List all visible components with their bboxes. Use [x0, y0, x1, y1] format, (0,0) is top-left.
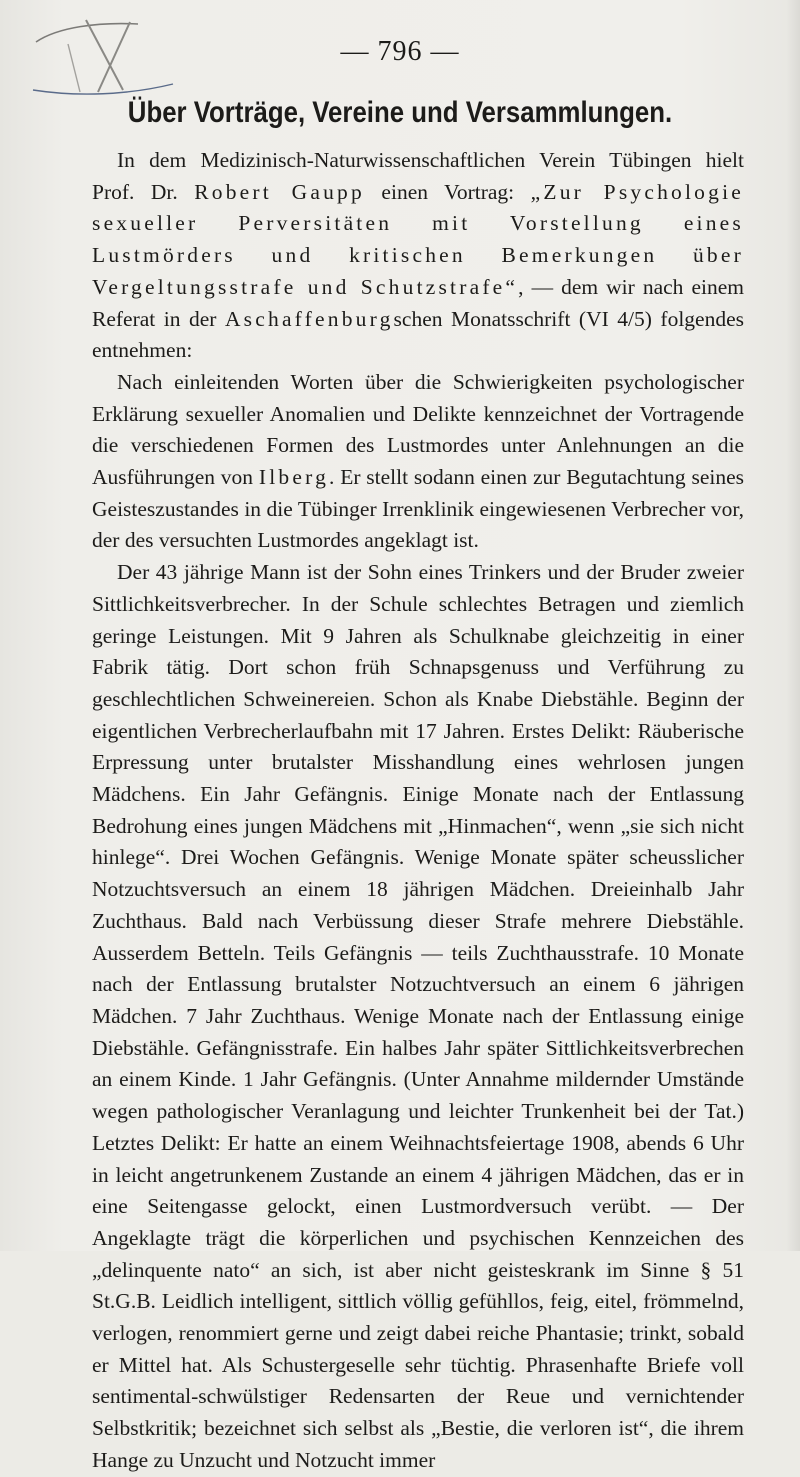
speaker-name: Robert Gaupp [194, 179, 365, 204]
lecture-title: „Zur Psychologie sexueller Perversitäten mit Vorstellung eines Lustmörders und kritischen Bemerkungen über Vergeltungsstrafe und Schutzstrafe“ [92, 179, 744, 299]
paragraph-1 [92, 145, 744, 367]
paragraph-2 [92, 367, 744, 557]
p1-text-a: In dem Medizinisch-Naturwissenschaftlichen Verein Tübingen hielt Prof. Dr. [92, 148, 744, 204]
article-title: Über Vorträge, Vereine und Versammlungen. [127, 96, 673, 129]
p1-text-c: einen Vortrag: [364, 179, 531, 204]
p1-text-g: schen Monatsschrift (VI 4/5) folgendes entnehmen: [92, 306, 744, 363]
p2-text-a: Nach einleitenden Worten über die Schwierigkeiten psychologischer Erklärung sexueller Anomalien und Delikte kennzeichnet der Vortragende die verschiedenen Formen des Lustmordes unter Anlehnungen an die Ausführungen von [92, 369, 744, 490]
journal-editor-name: Aschaffenburg [224, 306, 394, 331]
p2-text-c: . Er stellt sodann einen zur Begutachtung seines Geisteszustandes in die Tübinger Irrenklinik eingewiesenen Verbrecher vor, der des versuchten Lustmordes angeklagt ist. [92, 465, 744, 553]
cited-author-name: Ilberg [258, 465, 330, 490]
paragraph-3: Der 43 jährige Mann ist der Sohn eines Trinkers und der Bruder zweier Sittlichkeitsverbrecher. In der Schule schlechtes Betragen und ziemlich geringe Leistungen. Mit 9 Jahren als Schulknabe gleichzeitig in einer Fabrik tätig. Dort schon früh Schnapsgenuss und Verführung zu geschlechtlichen Schweinereien. Schon als Knabe Diebstähle. Beginn der eigentlichen Verbrecherlaufbahn mit 17 Jahren. Erstes Delikt: Räuberische Erpressung unter brutalster Misshandlung eines wehrlosen jungen Mädchens. Ein Jahr Gefängnis. Einige Monate nach der Entlassung Bedrohung eines jungen Mädchens mit „Hinmachen“, wenn „sie sich nicht hinlege“. Drei Wochen Gefängnis. Wenige Monate später scheusslicher Notzuchtsversuch an einem 18 jährigen Mädchen. Dreieinhalb Jahr Zuchthaus. Bald nach Verbüssung dieser Strafe mehrere Diebstähle. Ausserdem Betteln. Teils Gefängnis — teils Zuchthausstrafe. 10 Monate nach der Entlassung brutalster Notzuchtversuch an einem 6 jährigen Mädchen. 7 Jahr Zuchthaus. Wenige Monate nach der Entlassung einige Diebstähle. Gefängnisstrafe. Ein halbes Jahr später Sittlichkeitsverbrechen an einem Kinde. 1 Jahr Gefängnis. (Unter Annahme mildernder Umstände wegen pathologischer Veranlagung und leichter Trunkenheit bei der Tat.) Letztes Delikt: Er hatte an einem Weihnachtsfeiertage 1908, abends 6 Uhr in leicht angetrunkenem Zustande an einem 4 jährigen Mädchen, das er in eine Seitengasse gelockt, einen Lustmordversuch verübt. — Der Angeklagte trägt die körperlichen und psychischen Kennzeichen des „delinquente nato“ an sich, ist aber nicht geisteskrank im Sinne § 51 St.G.B. Leidlich intelligent, sittlich völlig gefühllos, feig, eitel, frömmelnd, verlogen, renommiert gerne und zeigt dabei reiche Phantasie; trinkt, sobald er Mittel hat. Als Schustergeselle sehr tüchtig. Phrasenhafte Briefe voll sentimental-schwülstiger Redensarten der Reue und vernichtender Selbstkritik; bezeichnet sich selbst als „Bestie, die verloren ist“, die ihrem Hange zu Unzucht und Notzucht immer [92, 560, 744, 1472]
p1-text-e: , — dem wir nach einem Referat in der [92, 274, 744, 331]
page-edge-shadow [786, 0, 800, 1251]
page-number: — 796 — [340, 36, 460, 67]
article-body [92, 145, 744, 1477]
